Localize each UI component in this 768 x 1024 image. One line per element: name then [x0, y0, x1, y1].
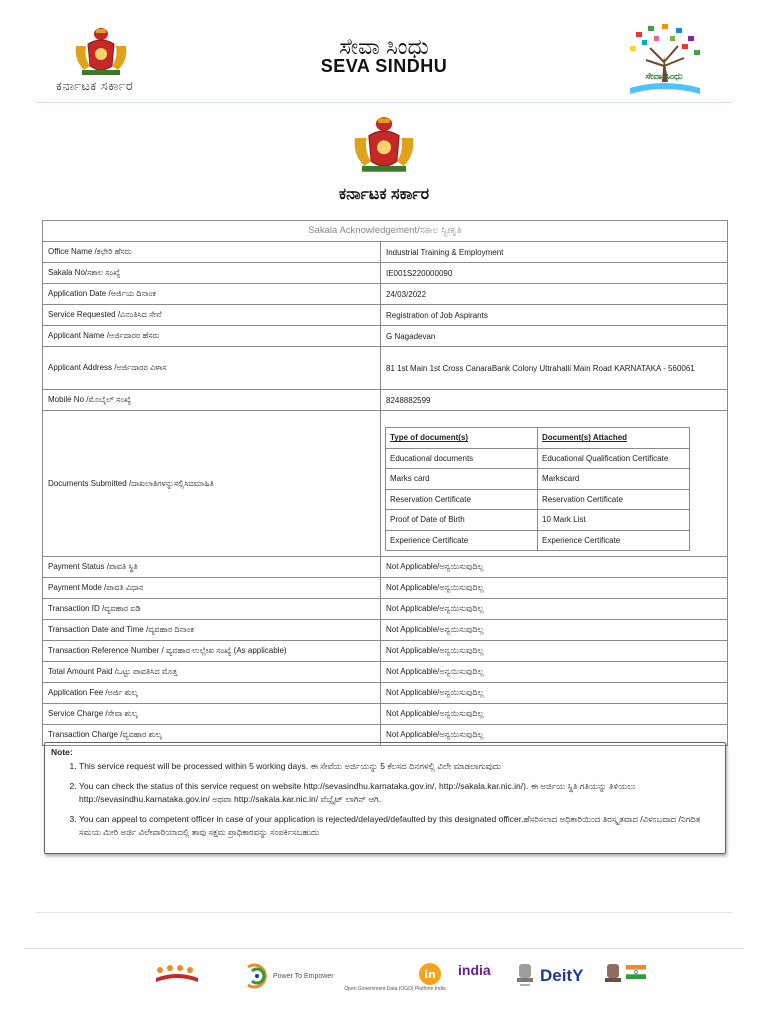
footer-divider-2	[24, 948, 744, 949]
row-label: Office Name /ಕಛೇರಿ ಹೆಸರು	[43, 242, 381, 262]
row-label: Sakala No/ಸಕಾಲ ಸಂಖ್ಯೆ	[43, 263, 381, 283]
digital-india-logo	[244, 956, 334, 996]
documents-header-row	[386, 428, 690, 449]
row-label: Applicant Address /ಅರ್ಜಿದಾರರ ವಿಳಾಸ	[43, 347, 381, 389]
row-value: G Nagadevan	[386, 331, 436, 341]
row-label: Transaction Charge /ವ್ಯವಹಾರ ಶುಲ್ಕ	[43, 725, 381, 745]
acknowledgement-title: Sakala Acknowledgement/ಸಕಾಲ ಸ್ವೀಕೃತಿ	[43, 221, 727, 242]
notes-box	[44, 742, 726, 854]
table-row	[43, 620, 727, 641]
applicant-address-value: 81 1st Main 1st Cross CanaraBank Colony Uttrahalli Main Road KARNATAKA - 560061	[386, 363, 695, 373]
documents-cell	[381, 411, 727, 556]
doc-type: Experience Certificate	[386, 530, 538, 551]
emblem-caption: ಕರ್ನಾಟಕ ಸರ್ಕಾರ	[56, 78, 134, 93]
table-row	[43, 578, 727, 599]
power-to-empower-text: Power To Empower	[273, 972, 334, 980]
doc-attached: Educational Qualification Certificate	[538, 448, 690, 469]
document-row	[386, 530, 690, 551]
ogd-text: Open Government Data (OGD) Platform India	[344, 986, 446, 992]
india-flag-icon	[626, 964, 646, 980]
row-label: Service Charge /ಸೇವಾ ಶುಲ್ಕ	[43, 704, 381, 724]
row-value: 8248882599	[386, 395, 431, 405]
row-value: Not Applicable/ಅನ್ವಯಿಸುವುದಿಲ್ಲ	[386, 688, 484, 697]
doc-type-header: Type of document(s)	[386, 428, 538, 449]
note-item: 1. This service request will be processed within 5 working days. ಈ ಸೇವೆಯ ಅರ್ಜಿಯನ್ನು 5 ಕೆಲಸದ ದಿನಗಳಲ್ಲಿ ವಿಲೇ ಮಾಡಲಾಗುವುದು	[79, 760, 719, 773]
table-row	[43, 242, 727, 263]
row-value: Not Applicable/ಅನ್ವಯಿಸುವುದಿಲ್ಲ	[386, 604, 484, 613]
row-label: Mobile No /ಮೊಬೈಲ್ ಸಂಖ್ಯೆ	[43, 390, 381, 410]
table-row	[43, 263, 727, 284]
table-row	[43, 662, 727, 683]
ashoka-emblem-icon	[514, 956, 536, 996]
row-value: Not Applicable/ಅನ್ವಯಿಸುವುದಿಲ್ಲ	[386, 667, 484, 676]
india-logo-text: india	[458, 962, 491, 978]
table-row	[43, 641, 727, 662]
row-value: Not Applicable/ಅನ್ವಯಿಸುವುದಿಲ್ಲ	[386, 709, 484, 718]
row-value: Industrial Training & Employment	[386, 247, 504, 257]
digital-india-icon	[244, 963, 270, 989]
deity-logo-text: DeitY	[540, 966, 584, 985]
row-value: Not Applicable/ಅನ್ವಯಿಸುವುದಿಲ್ಲ	[386, 625, 484, 634]
footer-logos	[140, 956, 660, 996]
table-row	[43, 305, 727, 326]
row-label: Transaction ID /ವ್ಯವಹಾರ ಐಡಿ	[43, 599, 381, 619]
row-label: Transaction Date and Time /ವ್ಯವಹಾರ ದಿನಾಂಕ	[43, 620, 381, 640]
svg-text:ಸೇವಾ ಸಿಂಧು: ಸೇವಾ ಸಿಂಧು	[645, 72, 683, 82]
row-value: Not Applicable/ಅನ್ವಯಿಸುವುದಿಲ್ಲ	[386, 730, 484, 739]
documents-table	[385, 427, 690, 551]
doc-attached: 10 Mark List	[538, 510, 690, 531]
row-value: Not Applicable/ಅನ್ವಯಿಸುವುದಿಲ್ಲ	[386, 646, 484, 655]
row-label: Documents Submitted /ದಾಖಲಾತಿಗಳನ್ನುಸಲ್ಲಿಸಿದಮಾಹಿತಿ	[43, 411, 381, 556]
doc-type: Proof of Date of Birth	[386, 510, 538, 531]
table-row	[43, 284, 727, 305]
svg-text:in: in	[424, 968, 436, 981]
brand-title-kannada: ಸೇವಾ ಸಿಂಧು	[339, 34, 429, 59]
notes-list	[51, 760, 719, 839]
page-header	[0, 0, 768, 104]
row-label: Payment Status /ಪಾವತಿ ಸ್ಥಿತಿ	[43, 557, 381, 577]
people-logo-icon	[154, 956, 200, 996]
document-row	[386, 469, 690, 490]
seva-sindhu-tree-logo	[616, 22, 712, 98]
table-row	[43, 390, 727, 411]
row-value: 24/03/2022	[386, 289, 427, 299]
ogd-circle-icon	[418, 962, 442, 986]
emblem-icon	[602, 956, 624, 996]
doc-attached: Experience Certificate	[538, 530, 690, 551]
brand-title-english: SEVA SINDHU	[320, 56, 448, 76]
note-item: 3. You can appeal to competent officer in case of your application is rejected/delayed/defaulted by this designated officer.ಹೆಸರಿಸಲಾದ ಅಧಿಕಾರಿಯಿಂದ ತಿರಸ್ಕೃತವಾದ /ವಿಳಂಬವಾದ /ನಿಗದಿತ ಸಮಯ ಮೀರಿ ಅರ್ಜಿ ವಿಲೇವಾರಿಯಾದಲ್ಲಿ ತಾವು ಸಕ್ಷಮ ಪ್ರಾಧಿಕಾರವನ್ನು ಸಂಪರ್ಕಿಸಬಹುದು	[79, 813, 719, 839]
table-row-documents	[43, 411, 727, 557]
row-value: Not Applicable/ಅನ್ವಯಿಸುವುದಿಲ್ಲ	[386, 562, 484, 571]
deity-logo	[540, 956, 596, 996]
table-row	[43, 704, 727, 725]
doc-type: Educational documents	[386, 448, 538, 469]
header-divider	[36, 102, 732, 103]
doc-attached: Reservation Certificate	[538, 489, 690, 510]
document-row	[386, 510, 690, 531]
row-label: Transaction Reference Number / ವ್ಯವಹಾರ ಉಲ್ಲೇಖ ಸಂಖ್ಯೆ (As applicable)	[43, 641, 381, 661]
table-row	[43, 326, 727, 347]
table-row	[43, 347, 727, 390]
doc-attached-header: Document(s) Attached	[538, 428, 690, 449]
note-item: 2. You can check the status of this service request on website http://sevasindhu.karnataka.gov.in/, http://sakala.kar.nic.in/). ಈ ಅರ್ಜಿಯ ಸ್ಥಿತಿ ಗತಿಯನ್ನು ತಿಳಿಯಲು http://sevasindhu.karnataka.gov.in/ ಅಥವಾ http://sakala.kar.nic.in/ ವೆಬ್ಸೈಟ್ ಲಾಗಿನ್ ಆಗಿ.	[79, 780, 719, 806]
row-label: Total Amount Paid /ಒಟ್ಟು ಪಾವತಿಸಿದ ಮೊತ್ತ	[43, 662, 381, 682]
row-label: Application Date /ಅರ್ಜಿಯ ದಿನಾಂಕ	[43, 284, 381, 304]
row-label: Application Fee /ಅರ್ಜಿ ಶುಲ್ಕ	[43, 683, 381, 703]
doc-attached: Markscard	[538, 469, 690, 490]
acknowledgement-table	[42, 220, 728, 746]
doc-type: Reservation Certificate	[386, 489, 538, 510]
government-title: ಕರ್ನಾಟಕ ಸರ್ಕಾರ	[338, 186, 430, 203]
table-row	[43, 683, 727, 704]
document-row	[386, 448, 690, 469]
footer-divider	[36, 912, 732, 913]
row-label: Payment Mode /ಪಾವತಿ ವಿಧಾನ	[43, 578, 381, 598]
row-label: Service Requested /ವಿನಂತಿಸಿದ ಸೇವೆ	[43, 305, 381, 325]
india-logo	[458, 956, 502, 1002]
row-label: Applicant Name /ಅರ್ಜಿದಾರರ ಹೆಸರು	[43, 326, 381, 346]
table-row	[43, 599, 727, 620]
row-value: Registration of Job Aspirants	[386, 310, 488, 320]
karnataka-emblem-large-icon	[348, 114, 420, 176]
doc-type: Marks card	[386, 469, 538, 490]
row-value: Not Applicable/ಅನ್ವಯಿಸುವುದಿಲ್ಲ	[386, 583, 484, 592]
notes-title: Note:	[51, 747, 73, 757]
table-row	[43, 557, 727, 578]
document-row	[386, 489, 690, 510]
row-value: IE001S220000090	[386, 268, 453, 278]
